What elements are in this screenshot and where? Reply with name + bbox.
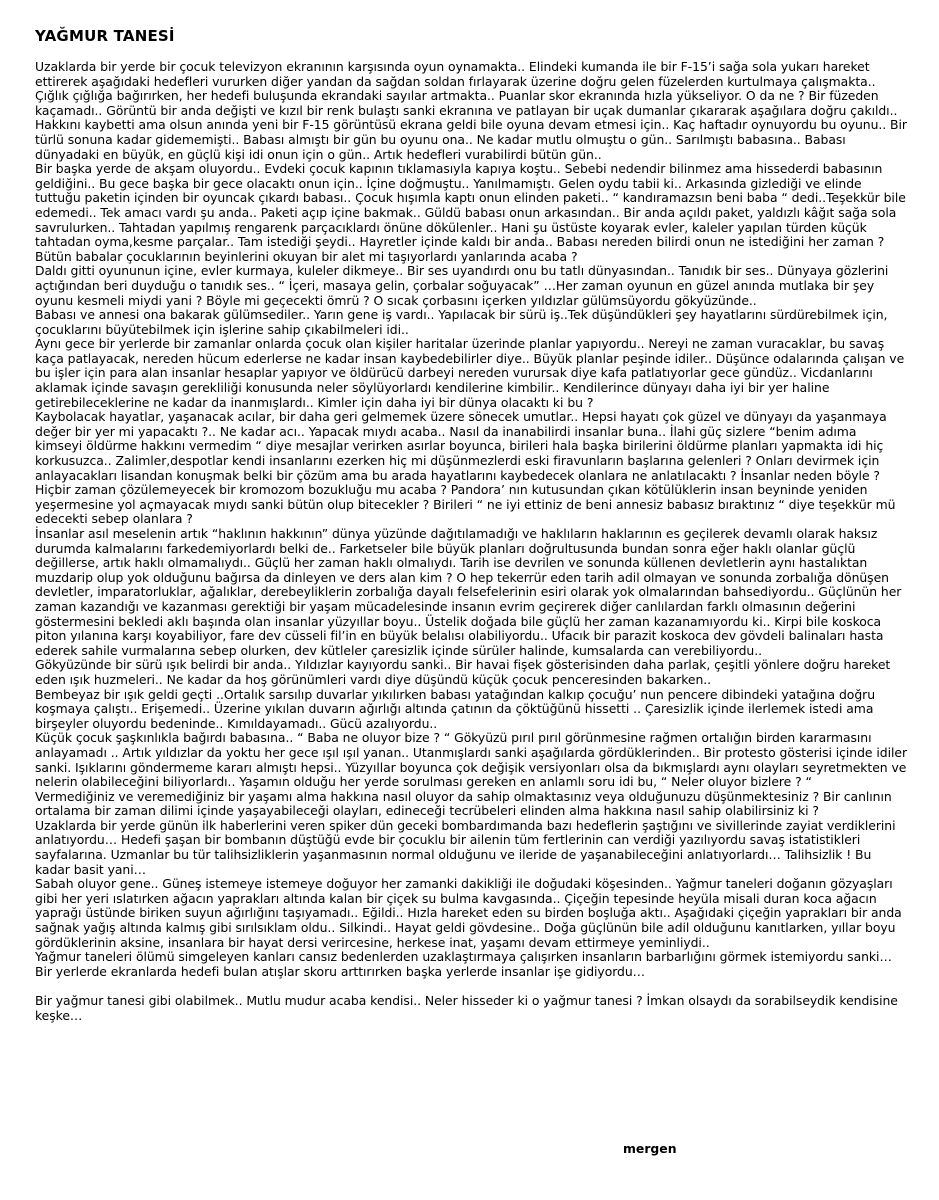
paragraph: İnsanlar asıl meselenin artık “haklının hakkının” dünya yüzünde dağıtılamadığı ve haklıların haklarının es geçilerek devamlı olarak haksız durumda kalmalarını farkedemiyorlardı belki de.. Farketseler bile büyük planları doğrultusunda bundan sonra eğer haklı olanlar güçlü değillerse, artık haklı olmamalıydı.. Güçlü her zaman haklı olmalıydı. Tarih ise devrilen ve sonunda küllenen devletlerin aynı hastalıktan muzdarip olup yok olduğunu bağırsa da dinleyen ve ders alan kim ? O hep tekerrür eden tarih adil olmayan ve sonunda zorbalığa dönüşen devletler, imparatorluklar, ağalıklar, derebeyliklerin zorbalığa dayalı felsefelerinin esiri olarak yok olmalarından bahsediyordu.. Güçlünün her zaman kazandığı ve kazanması gerektiği bir yaşam mücadelesinde insanın evrim geçirerek diğer canlılardan farklı olmasının değerini göstermesini bekledi aklı başında olan insanlar yüzyıllar boyu.. Üstelik doğada bile güçlü her zaman kazanamıyordu ki.. Kirpi bile koskoca piton yılanına karşı koyabiliyor, fare dev cüsseli fil’in en büyük belalısı olabiliyordu.. Ufacık bir parazit koskoca dev gövdeli balinaları hasta ederek sahile vurmalarına sebep olurken, dev kütleler çaresizlik içinde sürüler halinde, kumsalarda can verebiliyordu.. xyxy=(35,526,902,658)
paragraph: Bir başka yerde de akşam oluyordu.. Evdeki çocuk kapının tıklamasıyla kapıya koştu.. Sebebi nedendir bilinmez ama hissederdi babasının geldiğini.. Bu gece başka bir gece olacaktı onun için.. İçine doğmuştu.. Yanılmamıştı. Gelen oydu tabii ki.. Arkasında gizlediği ve elinde tuttuğu paketin içinden bir oyuncak çıkardı babası.. Çocuk hışımla kaptı onun elinden paketi.. “ kandıramazsın beni baba “ dedi..Teşekkür bile edemedi.. Tek amacı vardı şu anda.. Paketi açıp içine bakmak.. Güldü babası onun arkasından.. Bir anda açıldı paket, yaldızlı kâğıt sağa sola savrulurken.. Tahtadan yapılmış rengarenk parçacıklardı önüne dökülenler.. Hani şu üstüste koyarak evler, kaleler yapılan türden küçük tahtadan oyma,kesme parçalar.. Tam istediği şeydi.. Hayretler içinde kaldı bir anda.. Babası nereden bilirdi onun ne istediğini her zaman ? Bütün babalar çocuklarının beyinlerini okuyan bir alet mi taşıyorlardı yanlarında acaba ? xyxy=(35,161,906,264)
paragraph: Babası ve annesi ona bakarak gülümsediler.. Yarın gene iş vardı.. Yapılacak bir sürü iş..Tek düşündükleri şey hayatlarını sürdürebilmek için, çocuklarını büyütebilmek için işlerine sahip çıkabilmeleri idi.. xyxy=(35,307,888,337)
paragraph: Sabah oluyor gene.. Güneş istemeye istemeye doğuyor her zamanki dakikliği ile doğudaki köşesinden.. Yağmur taneleri doğanın gözyaşları gibi her yeri ıslatırken ağacın yaprakları altında kalan bir çiçek su bulma kavgasında.. Çiçeğin tepesinde heyüla misali duran koca ağacın yaprağı üstünde biriken suyun ağırlığını taşıyamadı.. Eğildi.. Hızla hareket eden su birden boşluğa aktı.. Aşağıdaki çiçeğin yaprakları bir anda sağnak yağış altında kalmış gibi sırılsıklam oldu.. Silkindi.. Hayat geldi gövdesine.. Doğa güçlünün bile adil olduğunu kanıtlarken, yıllar boyu gördüklerinin aksine, insanlara bir hayat dersi verircesine, herkese inat, yaşamı devam ettirmeye yeminliydi.. xyxy=(35,876,902,950)
paragraph: Uzaklarda bir yerde günün ilk haberlerini veren spiker dün geceki bombardımanda bazı hedeflerin şaştığını ve sivillerinde zayiat verdiklerini anlatıyordu… Hedefi şaşan bir bombanın düştüğü evde bir çocuklu bir ailenin tüm fertlerinin can verdiği yazılıyordu savaş istatistikleri sayfalarına. Uzmanlar bu tür talihsizliklerin yaşanmasının normal olduğunu ve ileride de yaşanabileceğini anlatıyorlardı… Talihsizlik ! Bu kadar basit yani… xyxy=(35,817,896,877)
paragraph: Kaybolacak hayatlar, yaşanacak acılar, bir daha geri gelmemek üzere sönecek umutlar.. Hepsi hayatı çok güzel ve dünyayı da yaşanmaya değer bir yer mi yapacaktı ?.. Ne kadar acı.. Yapacak mıydı acaba.. Nasıl da inanabilirdi insanlar buna.. İlahi güç sizlere “benim adıma kimseyi öldürme hakkını vermedim “ diye mesajlar verirken asırlar boyunca, birileri hala başka birilerini öldürme planları yapmakta idi hiç korkusuzca.. Zalimler,despotlar kendi insanlarını ezerken hiç mi düşünmezlerdi eski firavunların başlarına gelenleri ? Onları devirmek için anlayacakları lisandan konuşmak belki bir çözüm ama bu arada hayatlarını kaybedecek olanlara ne anlatılacaktı ? İnsanlar neden böyle ? Hiçbir zaman çözülemeyecek bir kromozom bozukluğu mu acaba ? Pandora’ nın kutusundan çıkan kötülüklerin insan beyninde yeniden yeşermesine yol açmayacak mıydı sanki bütün olup bitecekler ? Birileri “ ne iyi ettiniz de beni annesiz babasız bıraktınız “ diye teşekkür mü edecekti sebep olanlara ? xyxy=(35,409,896,527)
paragraph: Gökyüzünde bir sürü ışık belirdi bir anda.. Yıldızlar kayıyordu sanki.. Bir havai fişek gösterisinden daha parlak, çeşitli yönlere doğru hareket eden ışık huzmeleri.. Ne kadar da hoş görünümleri vardı diye düşündü küçük çocuk penceresinden bakarken.. xyxy=(35,657,891,687)
paragraph: Daldı gitti oyununun içine, evler kurmaya, kuleler dikmeye.. Bir ses uyandırdı onu bu tatlı dünyasından.. Tanıdık bir ses.. Dünyaya gözlerini açtığından beri duyduğu o tanıdık ses.. “ İçeri, masaya gelin, çorbalar soğuyacak” …Her zaman oyunun en güzel anında mutlaka bir şey oyunu kesmeli miydi yani ? Böyle mi geçecekti ömrü ? O sıcak çorbasını içerken yıldızlar gülümsüyordu gökyüzünde.. xyxy=(35,263,889,308)
article-title: YAĞMUR TANESİ xyxy=(35,27,175,45)
article xyxy=(35,27,907,1023)
paragraph: Küçük çocuk şaşkınlıkla bağırdı babasına.. “ Baba ne oluyor bize ? “ Gökyüzü pırıl pırıl görünmesine rağmen ortalığın birden kararmasını anlayamadı .. Artık yıldızlar da yoktu her gece ışıl ışıl yanan.. Utanmışlardı sanki aşağılarda gördüklerinden.. Bir protesto gösterisi içinde idiler sanki. Işıklarını göndermeme kararı almıştı hepsi.. Yüzyıllar boyunca çok değişik versiyonları olsa da bıkmışlardı aynı olayları seyretmekten ve nelerin olabileceğini biliyorlardı.. Yaşamın olduğu her yerde sorulması gereken en anlamlı soru idi bu, “ Neler oluyor bizlere ? “ xyxy=(35,730,908,790)
article-body xyxy=(35,60,907,1023)
closing-paragraph: Bir yağmur tanesi gibi olabilmek.. Mutlu mudur acaba kendisi.. Neler hisseder ki o yağmur tanesi ? İmkan olsaydı da sorabilseydik kendisine keşke… xyxy=(35,993,898,1023)
paragraph: Bir yerlerde ekranlarda hedefi bulan atışlar skoru arttırırken başka yerlerde insanlar işe gidiyordu… xyxy=(35,963,646,979)
paragraph: Bembeyaz bir ışık geldi geçti ..Ortalık sarsılıp duvarlar yıkılırken babası yatağından kalkıp çocuğu’ nun pencere dibindeki yatağına doğru koşmaya çalıştı.. Erişemedi.. Üzerine yıkılan duvarın ağırlığı altında çatının da çöktüğünü hissetti .. Çaresizlik içinde ilerlemek istedi ama birşeyler oluyordu bedeninde.. Kımıldayamadı.. Gücü azalıyordu.. xyxy=(35,686,876,731)
paragraph: Aynı gece bir yerlerde bir zamanlar onlarda çocuk olan kişiler haritalar üzerinde planlar yapıyordu.. Nereyi ne zaman vuracaklar, bu savaş kaça patlayacak, nereden hücum ederlerse ne kadar insan kaybedebilirler diye.. Büyük planlar peşinde idiler.. Düşünce odalarında çalışan ve bu işler için para alan insanlar hesaplar yapıyor ve öldürücü darbeyi nereden vurursak diye kafa patlatıyorlar gece gündüz.. Vicdanlarını aklamak içinde savaşın gerekliliği konusunda neler söylüyorlardı kendilerine kimbilir.. Kendilerince dünyayı daha iyi bir yer haline getirebileceklerine ne kadar da inanmışlardı.. Kimler için daha iyi bir dünya olacaktı ki bu ? xyxy=(35,336,905,410)
author-signature: mergen xyxy=(623,1141,677,1156)
paragraph: Vermediğiniz ve veremediğiniz bir yaşamı alma hakkına nasıl oluyor da sahip olmaktasınız veya olduğunuzu düşünmektesiniz ? Bir canlının ortalama bir zaman dilimi içinde yaşayabileceği olayları, edineceği tecrübeleri elinden alma hakkına nasıl sahip olabilirsiniz ki ? xyxy=(35,788,892,819)
paragraph: Yağmur taneleri ölümü simgeleyen kanları cansız bedenlerden uzaklaştırmaya çalışırken insanların barbarlığını görmek istemiyordu sanki… xyxy=(35,949,892,965)
paragraph: Uzaklarda bir yerde bir çocuk televizyon ekranının karşısında oyun oynamakta.. Elindeki kumanda ile bir F-15’i sağa sola yukarı hareket ettirerek aşağıdaki hedefleri vururken diğer yandan da sağdan soldan fırlayarak üzerine doğru gelen füzelerden kurtulmaya çalışmakta.. Çığlık çığlığa bağırırken, her hedefi buluşunda ekrandaki sayılar artmakta.. Puanlar skor ekranında hızla yükseliyor. O da ne ? Bir füzeden kaçamadı.. Görüntü bir anda değişti ve kızıl bir renk bulaştı sanki ekranına ve patlayan bir uçak dumanlar çıkararak aşağılara doğru çakıldı.. Hakkını kaybetti ama olsun anında yeni bir F-15 görüntüsü ekrana geldi bile oyuna devam etmesi için.. Kaç haftadır oynuyordu bu oyunu.. Bir türlü sonuna kadar gidememişti.. Babası almıştı bir gün bu oyunu ona.. Ne kadar mutlu olmuştu o gün.. Sarılmıştı babasına.. Babası dünyadaki en büyük, en güçlü kişi idi onun için o gün.. Artık hedefleri vurabilirdi bütün gün.. xyxy=(35,59,907,162)
